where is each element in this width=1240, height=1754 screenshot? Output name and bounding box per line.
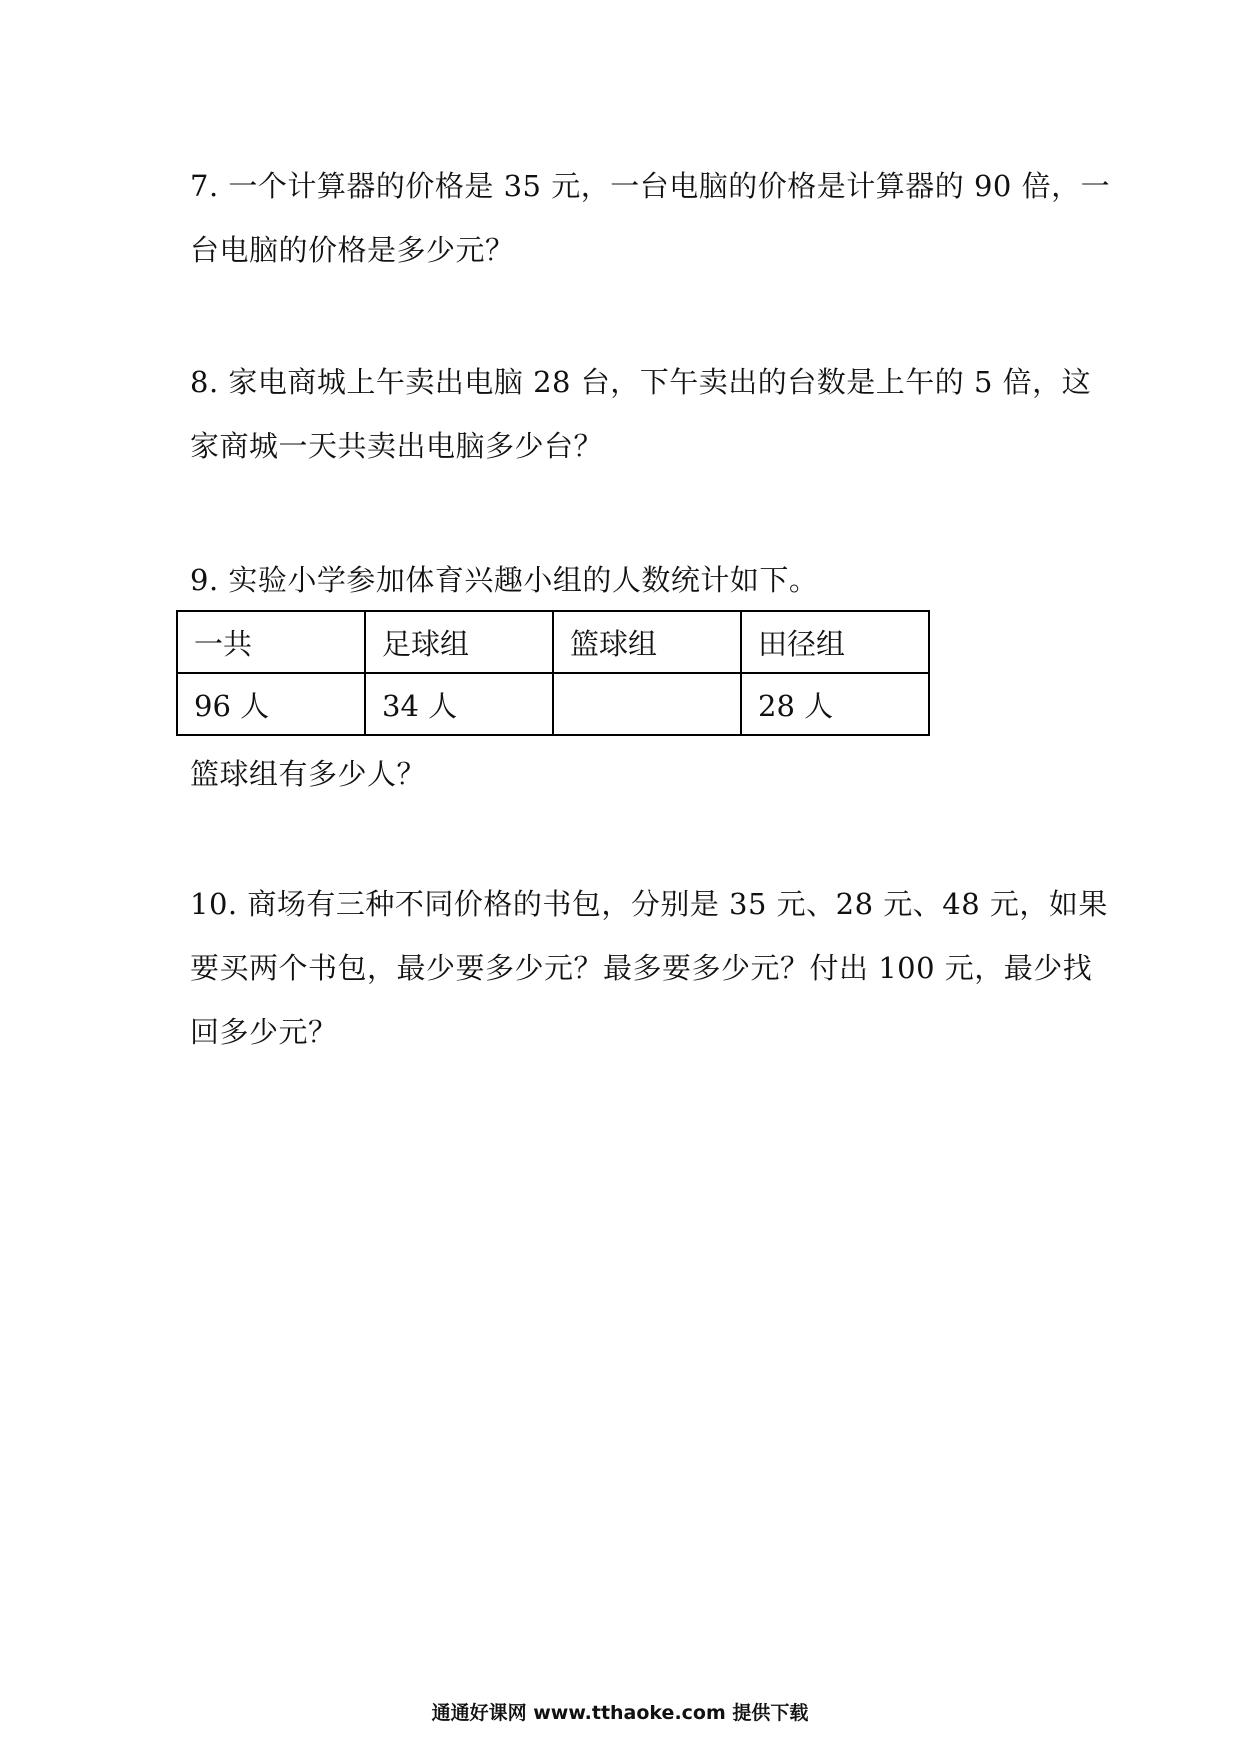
- table-cell-total-value: 96 人: [177, 673, 365, 735]
- question-10: [190, 872, 1108, 1064]
- table-cell-football-value: 34 人: [365, 673, 553, 735]
- question-7-line-1: 7. 一个计算器的价格是 35 元，一台电脑的价格是计算器的 90 倍，一: [190, 169, 1111, 203]
- table-header-row: [177, 611, 929, 673]
- question-7-line-2: 台电脑的价格是多少元？: [190, 233, 515, 267]
- sports-group-table: [176, 610, 930, 736]
- question-10-line-1: 10. 商场有三种不同价格的书包，分别是 35 元、28 元、48 元，如果: [190, 887, 1108, 921]
- question-10-line-2: 要买两个书包，最少要多少元？最多要多少元？付出 100 元，最少找: [190, 951, 1093, 985]
- table-header-cell-football: 足球组: [365, 611, 553, 673]
- question-9-followup: 篮球组有多少人？: [190, 757, 427, 791]
- table-header-cell-total: 一共: [177, 611, 365, 673]
- question-7: [190, 154, 1111, 282]
- table-cell-basketball-value: [553, 673, 741, 735]
- table-cell-track-value: 28 人: [741, 673, 929, 735]
- table-header-cell-basketball: 篮球组: [553, 611, 741, 673]
- table-header-cell-track: 田径组: [741, 611, 929, 673]
- question-9: [190, 548, 1070, 612]
- question-10-line-3: 回多少元？: [190, 1015, 338, 1049]
- question-8-line-2: 家商城一天共卖出电脑多少台？: [190, 429, 604, 463]
- table-value-row: [177, 673, 929, 735]
- question-8-line-1: 8. 家电商城上午卖出电脑 28 台，下午卖出的台数是上午的 5 倍，这: [190, 365, 1092, 399]
- question-8: [190, 350, 1092, 478]
- question-9-line-1: 9. 实验小学参加体育兴趣小组的人数统计如下。: [190, 563, 819, 597]
- footer-credit: 通通好课网 www.tthaoke.com 提供下载: [431, 1702, 809, 1724]
